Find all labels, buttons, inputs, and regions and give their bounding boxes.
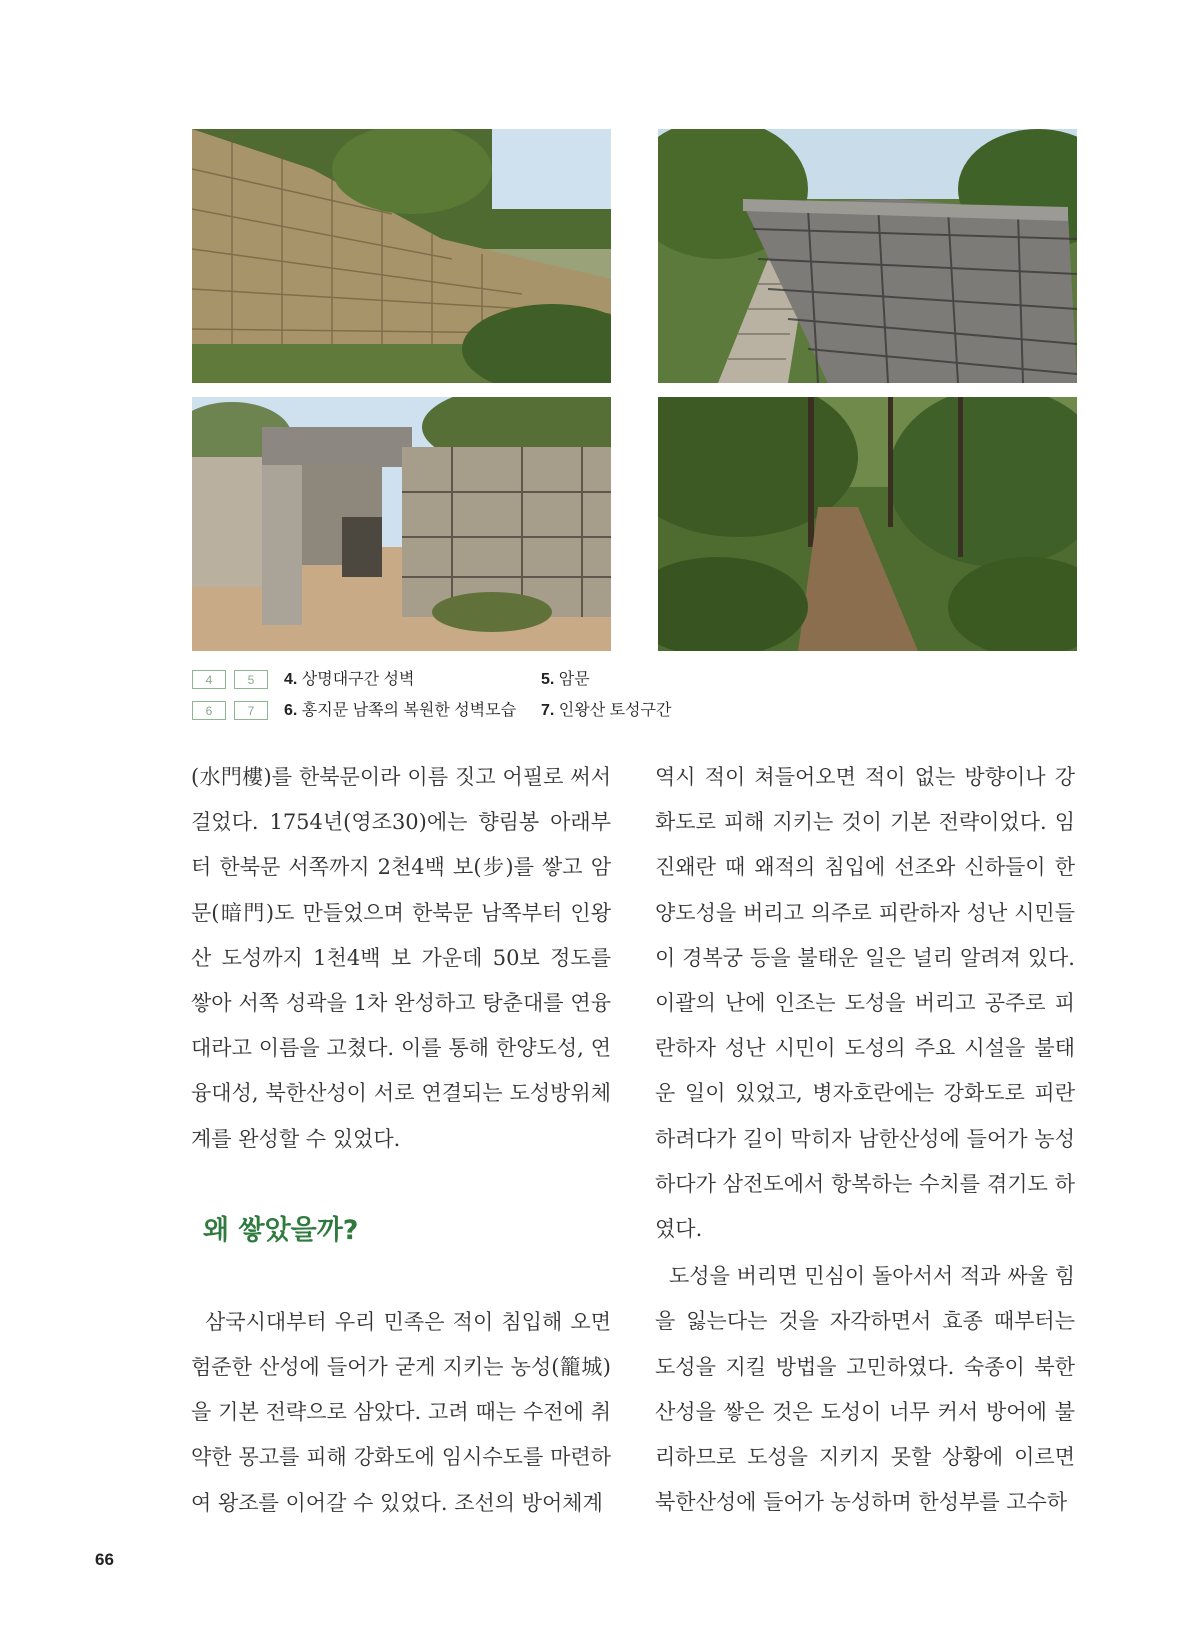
caption-row-2 [192, 699, 752, 730]
body-paragraph: (水門樓)를 한북문이라 이름 짓고 어필로 써서 걸었다. 1754년(영조30)에는 향림봉 아래부터 한북문 서쪽까지 2천4백 보(步)를 쌓고 암문(暗門)도 만들었으며 한북문 남쪽부터 인왕산 도성까지 1천4백 보 가운데 50보 정도를 쌓아 서쪽 성곽을 1차 완성하고 탕춘대를 연융대라고 이름을 고쳤다. 이를 통해 한양도성, 연융대성, 북한산성이 서로 연결되는 도성방위체계를 완성할 수 있었다. [191, 765, 611, 1151]
photo-inwangsan-earth-wall [658, 397, 1077, 651]
right-text-column [655, 755, 1075, 1525]
caption-photo-7 [541, 699, 671, 723]
photo-captions [192, 668, 752, 730]
caption-text: 암문 [554, 671, 590, 688]
photo-6-image [192, 397, 611, 651]
caption-number: 6. [284, 702, 298, 719]
caption-text: 인왕산 토성구간 [554, 702, 672, 719]
photo-4-image [192, 129, 611, 383]
body-paragraph: 도성을 버리면 민심이 돌아서서 적과 싸울 힘을 잃는다는 것을 자각하면서 효종 때부터는 도성을 지킬 방법을 고민하였다. 숙종이 북한산성을 쌓은 것은 도성이 너무 커서 방어에 불리하므로 도성을 지키지 못할 상황에 이르면 북한산성에 들어가 농성하며 한성부를 고수하 [655, 1264, 1075, 1515]
photo-number-box: 4 [192, 670, 226, 689]
caption-text: 홍지문 남쪽의 복원한 성벽모습 [297, 702, 517, 719]
body-paragraph: 역시 적이 쳐들어오면 적이 없는 방향이나 강화도로 피해 지키는 것이 기본 전략이었다. 임진왜란 때 왜적의 침입에 선조와 신하들이 한양도성을 버리고 의주로 피란하자 성난 시민들이 경복궁 등을 불태운 일은 널리 알려져 있다. 이괄의 난에 인조는 도성을 버리고 공주로 피란하자 성난 시민이 도성의 주요 시설을 불태운 일이 있었고, 병자호란에는 강화도로 피란하려다가 길이 막히자 남한산성에 들어가 농성하다가 삼전도에서 항복하는 수치를 겪기도 하였다. [655, 765, 1075, 1242]
photo-hongjimun-wall [192, 397, 611, 651]
photo-number-box: 5 [234, 670, 268, 689]
body-paragraph: 삼국시대부터 우리 민족은 적이 침입해 오면 험준한 산성에 들어가 굳게 지키는 농성(籠城)을 기본 전략으로 삼았다. 고려 때는 수전에 취약한 몽고를 피해 강화도에 임시수도를 마련하여 왕조를 이어갈 수 있었다. 조선의 방어체계 [191, 1309, 611, 1515]
section-heading: 왜 쌓았을까? [203, 1215, 359, 1247]
caption-number: 7. [541, 702, 555, 719]
photo-amun-gate-wall [658, 129, 1077, 383]
photo-7-image [658, 397, 1077, 651]
page-number: 66 [95, 1550, 114, 1569]
caption-photo-6 [284, 699, 516, 723]
caption-text: 상명대구간 성벽 [297, 671, 415, 688]
photo-number-box: 7 [234, 701, 268, 720]
caption-row-1 [192, 668, 752, 699]
photo-number-box: 6 [192, 701, 226, 720]
photo-5-image [658, 129, 1077, 383]
caption-photo-4 [284, 668, 414, 692]
caption-photo-5 [541, 668, 590, 692]
caption-number: 4. [284, 671, 298, 688]
photo-sangmyung-wall [192, 129, 611, 383]
left-text-column [191, 755, 611, 1526]
caption-number: 5. [541, 671, 555, 688]
